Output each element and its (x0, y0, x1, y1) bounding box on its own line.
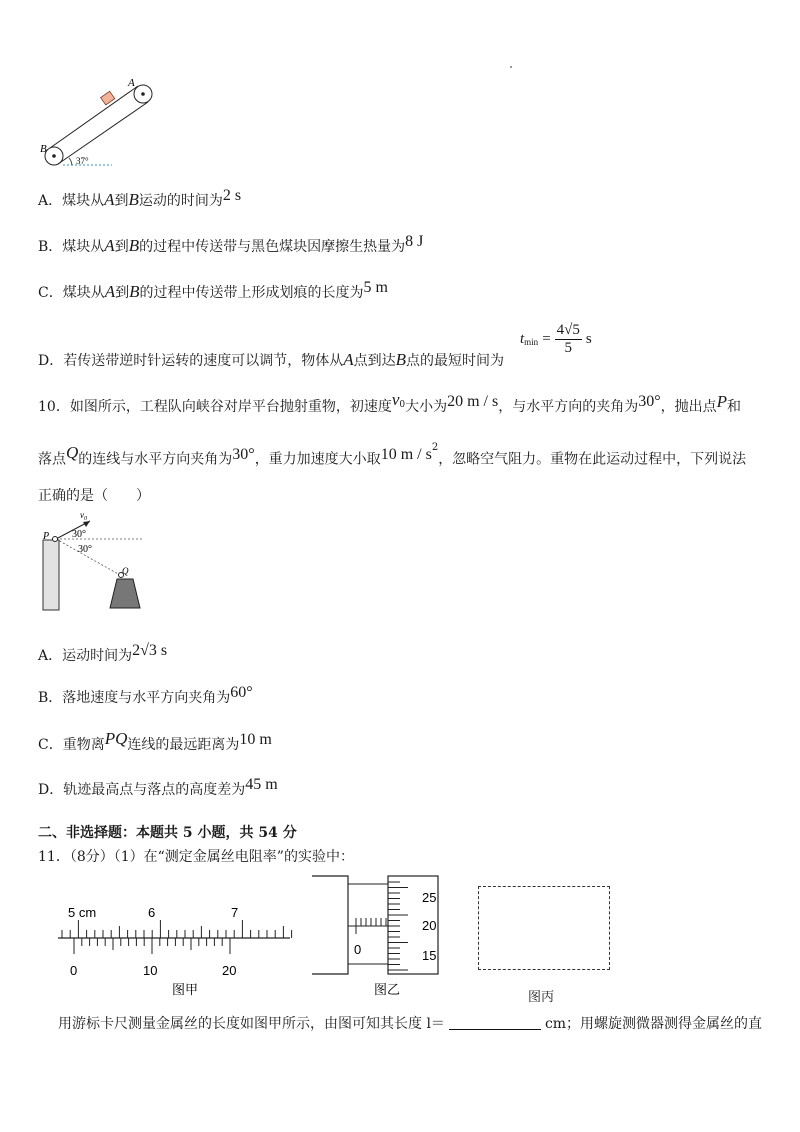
caption-jia: 图甲 (172, 983, 199, 998)
caption-yi: 图乙 (374, 983, 401, 998)
projectile-figure (36, 508, 166, 612)
label-q: Q (122, 566, 129, 576)
blank-diagram-box (478, 886, 610, 970)
right-platform (110, 579, 140, 608)
option-9d: D．若传送带逆时针运转的速度可以调节，物体从A点到达B点的最短时间为 (38, 350, 505, 369)
angle-up: 30° (72, 529, 86, 540)
option-9c: C．煤块从A到B的过程中传送带上形成划痕的长度为5 m (38, 279, 388, 301)
option-10a: A．运动时间为2√3 s (38, 642, 168, 664)
thimble-label-15: 15 (422, 948, 437, 963)
thimble-ticks (388, 882, 408, 970)
vernier-label-0: 0 (70, 963, 78, 978)
option-10c: C．重物离PQ连线的最远距离为10 m (38, 729, 272, 753)
conveyor-figure (36, 78, 176, 174)
section-2-header: 二、非选择题：本题共 5 小题，共 54 分 (38, 825, 297, 841)
option-9a: A．煤块从A到B运动的时间为2 s (38, 187, 242, 209)
option-10d: D．轨迹最高点与落点的高度差为45 m (38, 776, 278, 798)
angle-down: 30° (78, 544, 92, 555)
conveyor-belt (45, 85, 152, 165)
angle-label: 37° (76, 156, 89, 166)
thimble-label-20: 20 (422, 918, 437, 933)
option-9b: B．煤块从A到B的过程中传送带与黑色煤块因摩擦生热量为8 J (38, 233, 424, 255)
vernier-label-10: 10 (143, 963, 158, 978)
q10-line1: 10．如图所示，工程队向峡谷对岸平台抛射重物，初速度$v^0$大小为20 m / s，与水平方向的夹角为30°，抛出点P和 (38, 390, 742, 415)
caption-bing: 图丙 (528, 990, 555, 1005)
main-label-6: 6 (148, 905, 156, 920)
micrometer-figure (308, 874, 473, 1000)
main-scale-ticks (62, 920, 292, 938)
coal-block (101, 91, 115, 105)
left-cliff (43, 540, 59, 610)
v0-label: $v_0$ (80, 510, 87, 522)
tmin-formula: tmin = $\frac{4√5}{5}$ s (520, 322, 592, 356)
q11-intro: 11．（8分）（1）在“测定金属丝电阻率”的实验中： (38, 849, 354, 865)
page-dot (510, 66, 512, 68)
option-10b: B．落地速度与水平方向夹角为60° (38, 684, 253, 706)
main-label-5cm: 5 cm (68, 905, 97, 920)
vernier-scale-ticks (74, 938, 230, 954)
label-a: A (128, 78, 135, 89)
label-b: B (40, 143, 47, 155)
vernier-caliper-figure (50, 900, 300, 1000)
q11-length-line: 用游标卡尺测量金属丝的长度如图甲所示，由图可知其长度 l＝ cm；用螺旋测微器测得金属丝的直 (58, 1016, 763, 1032)
sleeve-label-0: 0 (354, 942, 362, 957)
label-p: P (43, 531, 50, 542)
thimble-label-25: 25 (422, 890, 437, 905)
main-label-7: 7 (231, 905, 239, 920)
vernier-label-20: 20 (222, 963, 237, 978)
q10-line3: 正确的是（ ） (38, 488, 150, 504)
q10-line2: 落点Q的连线与水平方向夹角为30°，重力加速度大小取10 m / $s^2$，忽略空气阻力。重物在此运动过程中，下列说法 (38, 442, 747, 468)
sleeve-ticks (356, 918, 386, 934)
length-answer-blank[interactable] (449, 1015, 541, 1030)
